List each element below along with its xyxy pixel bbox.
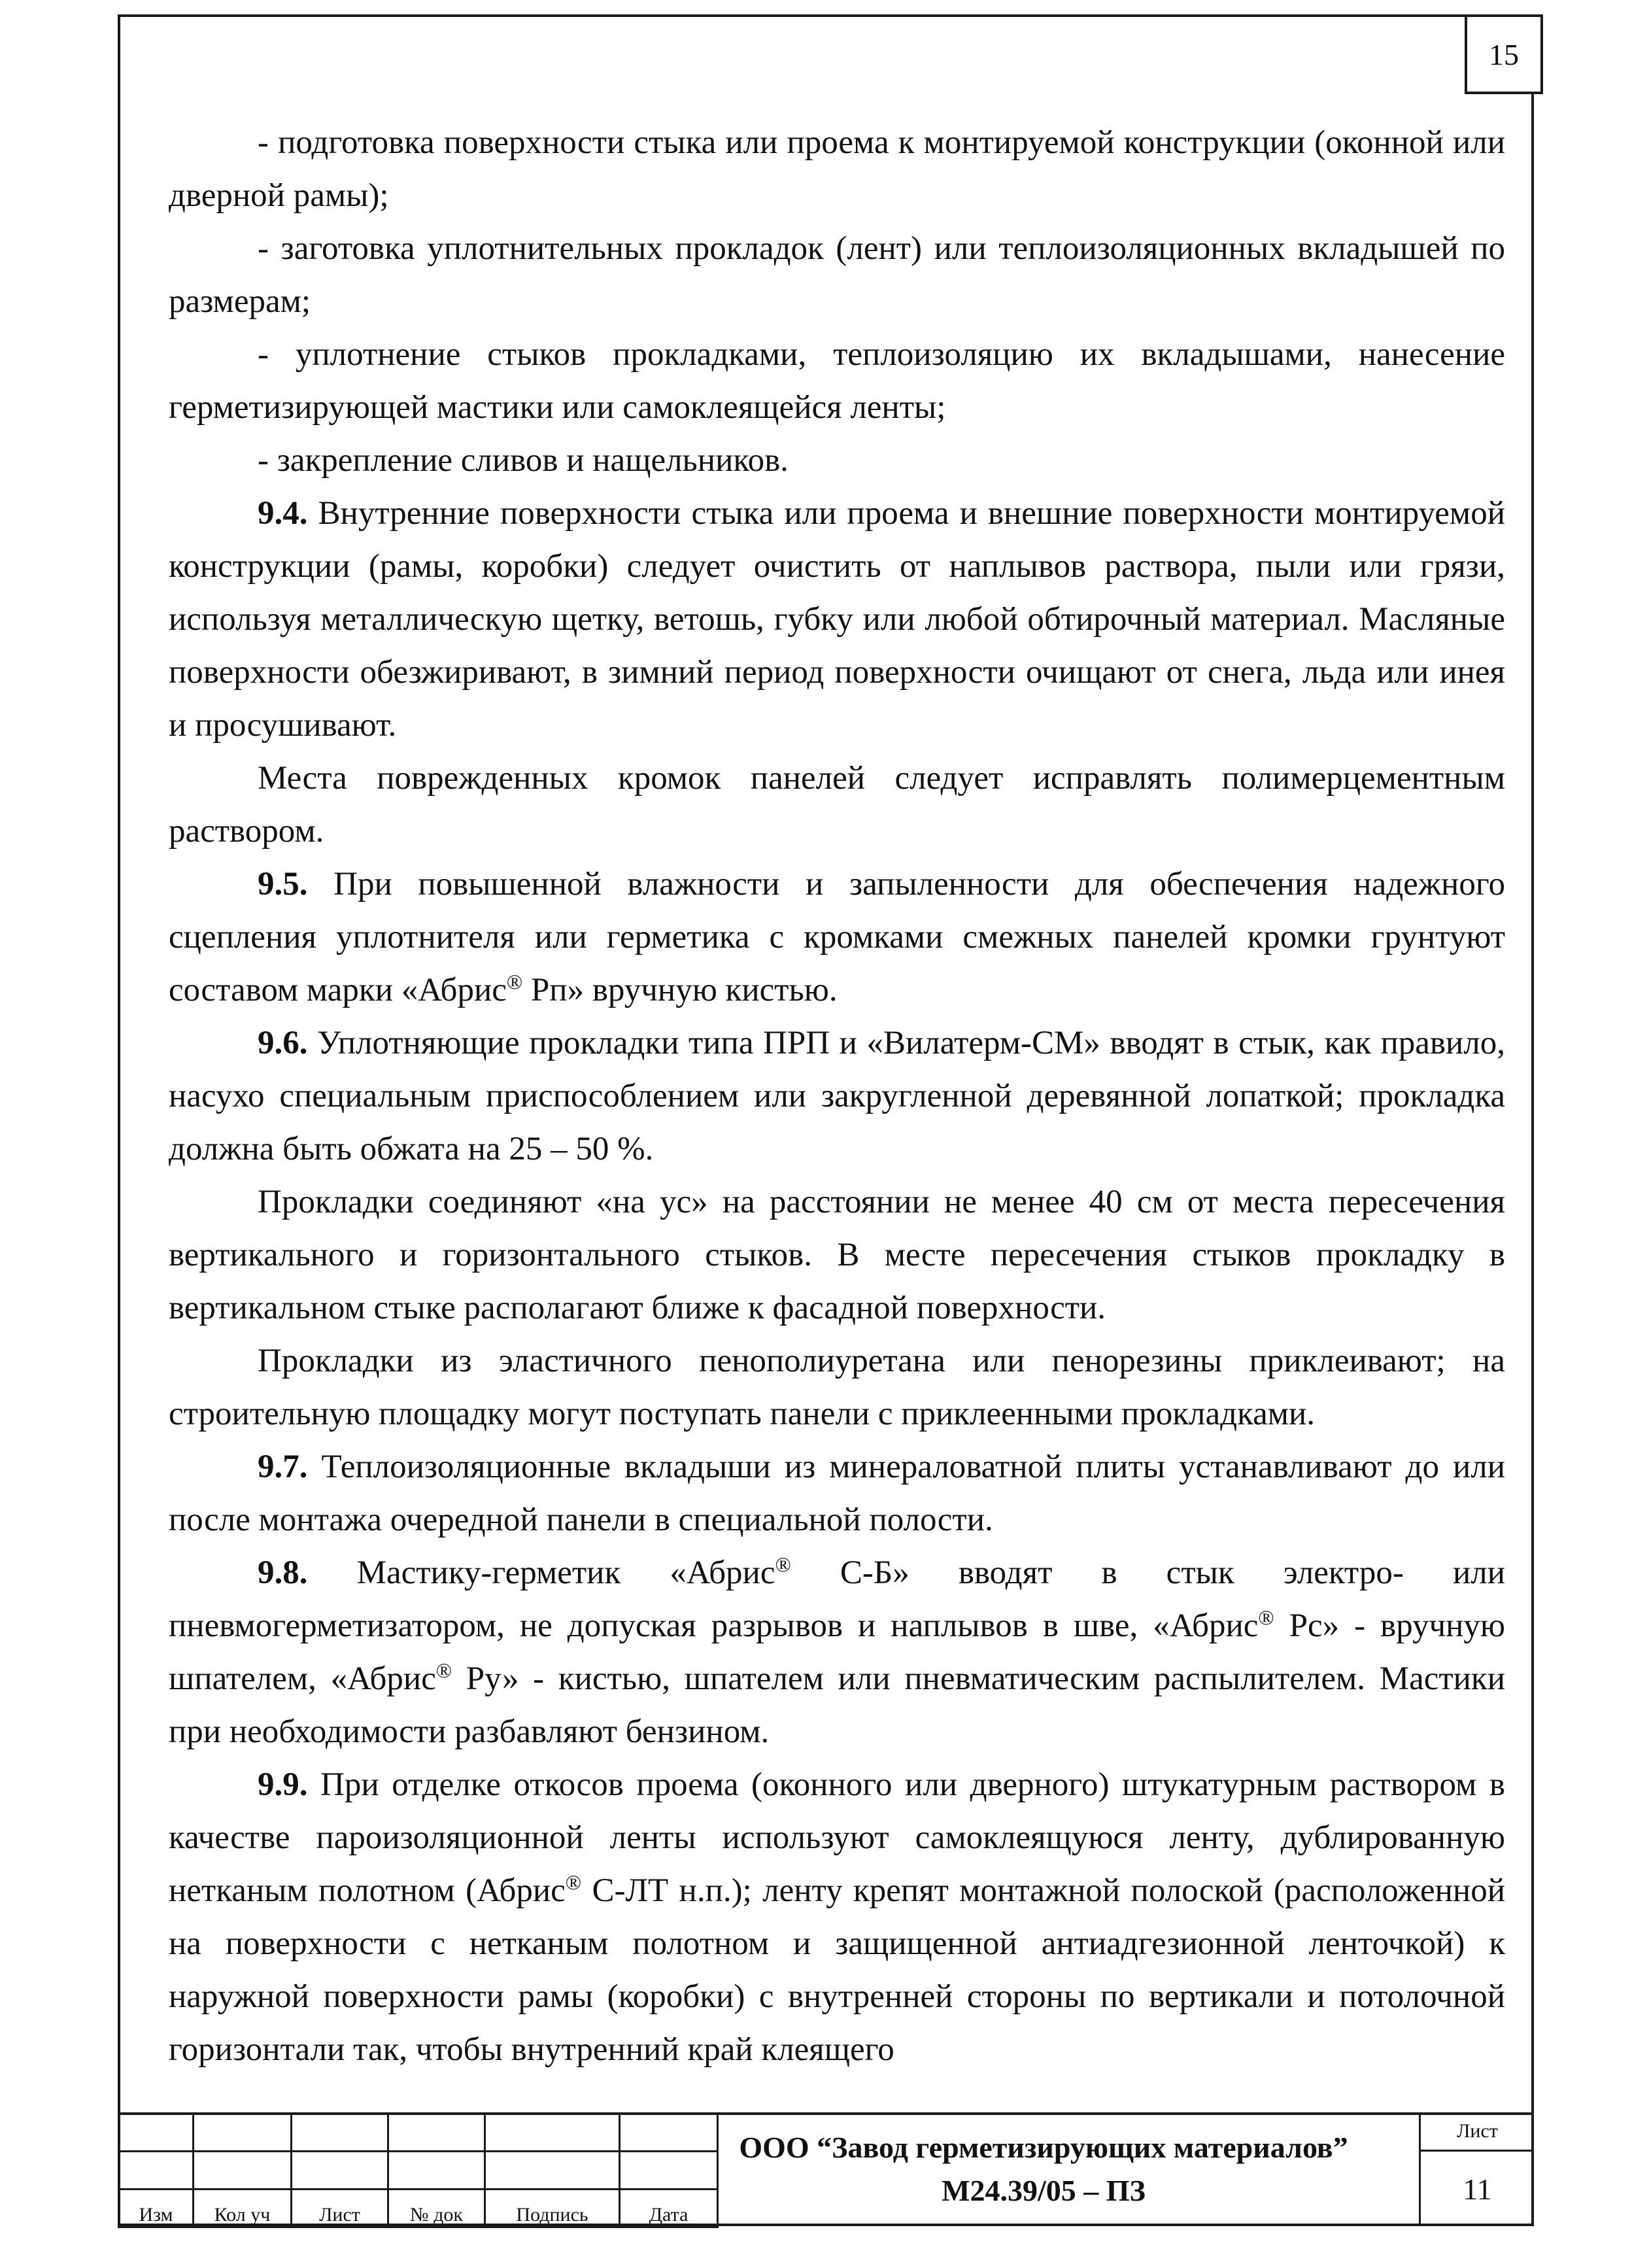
clause-number: 9.9.: [258, 1766, 308, 1803]
sheet-label: Лист: [1421, 2112, 1534, 2152]
paragraph-9-8: [169, 1547, 1505, 1759]
paragraph-text: При отделке откосов проема (оконного или дверного) штукатурным раствором в качестве пароизоляционной ленты используют самоклеящуюся ленту, дублированную нетканым полотном (Абрис: [169, 1766, 1505, 1909]
sheet-box: [1419, 2112, 1534, 2226]
paragraph-text: Мастику-герметик «Абрис: [307, 1555, 775, 1591]
paragraph-9-5: [169, 858, 1505, 1017]
document-body: [169, 116, 1505, 2076]
paragraph-text: Рп» вручную кистью.: [522, 972, 838, 1008]
revision-table: [118, 2112, 719, 2228]
document-code: М24.39/05 – ПЗ: [942, 2174, 1146, 2207]
registered-mark: ®: [565, 1870, 582, 1894]
col-data: Дата: [620, 2190, 718, 2227]
paragraph-text: Рс» - вручную шпателем, «Абрис: [169, 1607, 1505, 1697]
page-number: [1465, 14, 1543, 94]
registered-mark: ®: [506, 970, 523, 993]
paragraph-9-9: [169, 1759, 1505, 2076]
clause-number: 9.5.: [258, 866, 308, 902]
col-kol-uch: Кол уч: [194, 2190, 292, 2227]
company-name: ООО “Завод герметизирующих материалов”: [739, 2131, 1348, 2164]
paragraph-10: Прокладки из эластичного пенополиуретана или пенорезины приклеивают; на строительную площадку могут поступать панели с приклеенными прокладками.: [169, 1343, 1505, 1432]
paragraph-text: Теплоизоляционные вкладыши из минераловатной плиты устанавливают до или после монтажа очередной панели в специальной полости.: [169, 1449, 1505, 1538]
col-izm: Изм: [119, 2190, 194, 2227]
paragraph-2: - заготовка уплотнительных прокладок (лент) или теплоизоляционных вкладышей по размерам;: [169, 230, 1505, 320]
paragraph-text: С-ЛТ н.п.); ленту крепят монтажной полоской (расположенной на поверхности с нетканым полотном и защищенной антиадгезионной ленточкой) к наружной поверхности рамы (коробки) с внутренней стороны по вертикали и потолочной горизонтали так, чтобы внутренний край клеящего: [169, 1872, 1505, 2068]
clause-number: 9.7.: [258, 1449, 308, 1485]
title-block: [118, 2112, 1534, 2226]
paragraph-9-4: [169, 487, 1505, 752]
paragraph-9: Прокладки соединяют «на ус» на расстоянии не менее 40 см от места пересечения вертикального и горизонтального стыков. В месте пересечения стыков прокладку в вертикальном стыке располагают ближе к фасадной поверхности.: [169, 1184, 1505, 1326]
registered-mark: ®: [775, 1553, 791, 1576]
paragraph-text: При повышенной влажности и запыленности для обеспечения надежного сцепления уплотнителя или герметика с кромками смежных панелей кромки грунтуют составом марки «Абрис: [169, 866, 1505, 1008]
col-podpis: Подпись: [485, 2190, 620, 2227]
paragraph-text: Уплотняющие прокладки типа ПРП и «Вилатерм-СМ» вводят в стык, как правило, насухо специальным приспособлением или закругленной деревянной лопаткой; прокладка должна быть обжата на 25 – 50 %.: [169, 1025, 1505, 1167]
col-list: Лист: [292, 2190, 388, 2227]
clause-number: 9.6.: [258, 1025, 308, 1061]
clause-number: 9.8.: [258, 1555, 308, 1591]
paragraph-text: С-Б» вводят в стык электро- или пневмогерметизатором, не допуская разрывов и наплывов в шве, «Абрис: [169, 1555, 1505, 1644]
paragraph-6: Места поврежденных кромок панелей следует исправлять полимерцементным раствором.: [169, 760, 1505, 850]
page-number-text: 15: [1489, 37, 1519, 71]
stamp-title: [717, 2112, 1370, 2226]
sheet-number: 11: [1463, 2172, 1492, 2206]
col-no-dok: № док: [388, 2190, 485, 2227]
paragraph-9-7: [169, 1441, 1505, 1547]
paragraph-1: - подготовка поверхности стыка или проема к монтируемой конструкции (оконной или дверной рамы);: [169, 124, 1505, 214]
registered-mark: ®: [1258, 1606, 1274, 1629]
paragraph-text: Ру» - кистью, шпателем или пневматическим распылителем. Мастики при необходимости разбавляют бензином.: [169, 1660, 1505, 1750]
paragraph-text: Внутренние поверхности стыка или проема и внешние поверхности монтируемой конструкции (рамы, коробки) следует очистить от наплывов раствора, пыли или грязи, используя металлическую щетку, ветошь, губку или любой обтирочный материал. Масляные поверхности обезжиривают, в зимний период поверхности очищают от снега, льда или инея и просушивают.: [169, 495, 1505, 744]
paragraph-4: - закрепление сливов и нащельников.: [258, 442, 789, 479]
clause-number: 9.4.: [258, 495, 308, 532]
registered-mark: ®: [435, 1658, 452, 1682]
paragraph-9-6: [169, 1017, 1505, 1176]
paragraph-3: - уплотнение стыков прокладками, теплоизоляцию их вкладышами, нанесение герметизирующей мастики или самоклеящейся ленты;: [169, 336, 1505, 426]
